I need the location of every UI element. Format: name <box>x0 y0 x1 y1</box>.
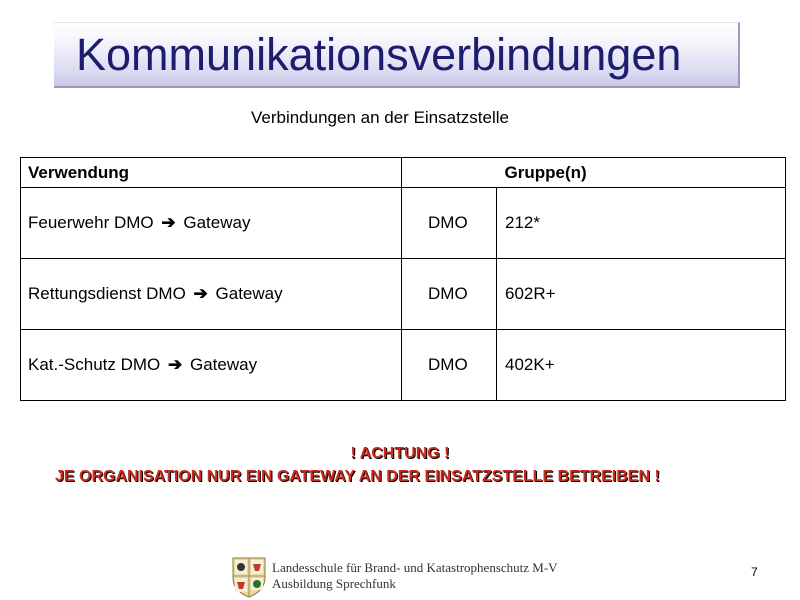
usage-to: Gateway <box>183 213 251 232</box>
table-row <box>21 330 786 401</box>
table-row <box>21 259 786 330</box>
footer <box>272 560 558 592</box>
header-verwendung: Verwendung <box>21 158 402 188</box>
header-empty <box>402 158 497 188</box>
footer-institution: Landesschule für Brand- und Katastrophenschutz M-V <box>272 560 558 575</box>
page-number: 7 <box>751 565 758 579</box>
usage-to: Gateway <box>189 355 258 374</box>
group-cell: 212* <box>497 188 786 259</box>
arrow-right-icon: ➔ <box>161 213 176 232</box>
arrow-right-icon: ➔ <box>193 284 208 303</box>
usage-from: Rettungsdienst DMO <box>28 284 186 303</box>
table-row <box>21 188 786 259</box>
subtitle: Verbindungen an der Einsatzstelle <box>250 108 509 127</box>
coat-of-arms-icon <box>231 556 267 598</box>
warning-text: JE ORGANISATION NUR EIN GATEWAY AN DER EINSATZSTELLE BETREIBEN ! <box>55 468 660 485</box>
warning-heading: ! ACHTUNG ! <box>350 445 450 462</box>
mode-cell: DMO <box>402 188 497 259</box>
footer-course: Ausbildung Sprechfunk <box>272 576 396 591</box>
mode-cell: DMO <box>402 259 497 330</box>
table-header-row <box>21 158 786 188</box>
header-gruppen: Gruppe(n) <box>497 158 786 188</box>
group-cell: 402K+ <box>497 330 786 401</box>
usage-from: Kat.-Schutz DMO <box>28 355 161 374</box>
usage-cell <box>21 259 402 330</box>
mode-cell: DMO <box>402 330 497 401</box>
group-cell: 602R+ <box>497 259 786 330</box>
page-title: Kommunikationsverbindungen <box>76 29 682 80</box>
usage-cell <box>21 330 402 401</box>
usage-cell <box>21 188 402 259</box>
connections-table <box>20 157 786 401</box>
usage-to: Gateway <box>215 284 283 303</box>
arrow-right-icon: ➔ <box>168 355 183 374</box>
title-banner <box>54 22 740 88</box>
usage-from: Feuerwehr DMO <box>28 213 154 232</box>
